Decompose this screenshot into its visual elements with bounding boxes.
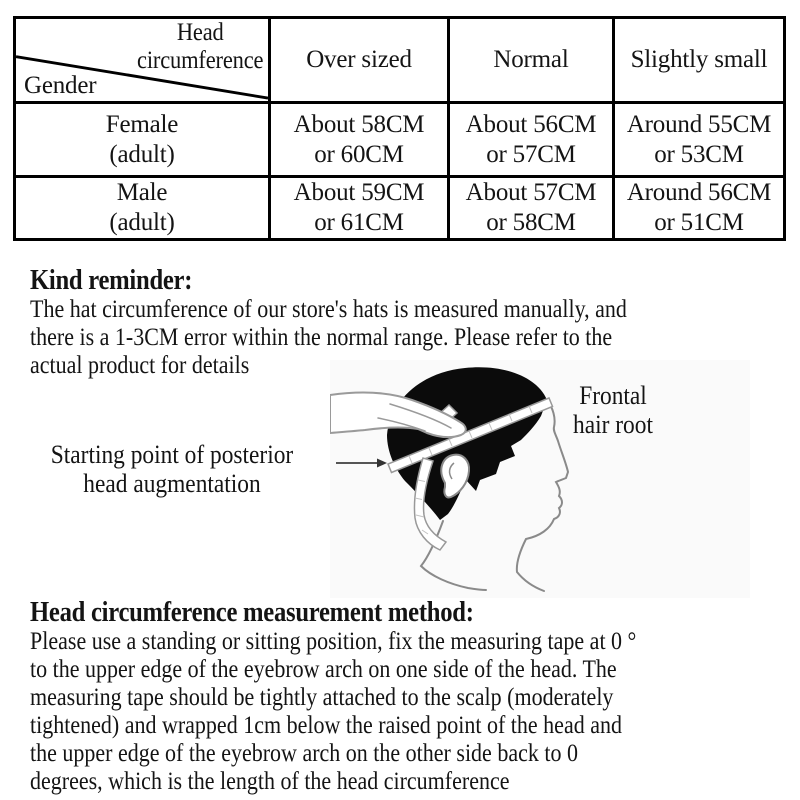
column-header-slightly-small: Slightly small: [614, 18, 785, 103]
method-text-line: degrees, which is the length of the head circumference: [30, 768, 510, 795]
table-cell: [614, 103, 785, 177]
frontal-hair-root-label: [541, 381, 685, 439]
cell-line: About 56CM: [465, 110, 597, 138]
posterior-label-line: Starting point of posterior: [50, 440, 294, 469]
reminder-text-line: there is a 1-3CM error within the normal range. Please refer to the: [30, 324, 613, 351]
row-label-line: (adult): [109, 140, 175, 168]
cell-line: Around 56CM: [626, 179, 772, 206]
size-chart-table: [13, 16, 786, 241]
method-text-line: Please use a standing or sitting position, fix the measuring tape at 0 °: [30, 628, 637, 655]
posterior-label-line: head augmentation: [83, 469, 261, 498]
method-text-line: tightened) and wrapped 1cm below the raised point of the head and: [30, 712, 622, 739]
corner-label-gender: Gender: [24, 72, 97, 99]
measurement-method-section: [30, 598, 636, 796]
frontal-label-line: Frontal: [579, 381, 647, 410]
cell-line: About 58CM: [293, 110, 425, 138]
method-text-line: measuring tape should be tightly attached to the scalp (moderately: [30, 684, 614, 711]
row-label-male: [15, 177, 270, 240]
corner-cell: [15, 18, 270, 103]
row-label-line: (adult): [109, 209, 175, 236]
reminder-text-line: The hat circumference of our store's hats is measured manually, and: [30, 296, 627, 323]
measurement-diagram: [330, 360, 750, 598]
cell-line: Around 55CM: [626, 110, 772, 138]
cell-line: or 51CM: [654, 209, 744, 236]
corner-head-line2: circumference: [136, 47, 263, 74]
row-label-line: Male: [116, 179, 168, 206]
cell-line: or 58CM: [486, 209, 576, 236]
reminder-text-line: actual product for details: [30, 352, 250, 379]
cell-line: About 59CM: [293, 179, 425, 206]
frontal-label-line: hair root: [573, 410, 653, 439]
measurement-method-heading: Head circumference measurement method:: [30, 597, 474, 628]
head-illustration: [330, 360, 750, 598]
table-cell: [449, 177, 614, 240]
corner-label-head-circumference: [137, 19, 263, 75]
table-cell: [614, 177, 785, 240]
table-row-male: [15, 177, 785, 240]
cell-line: or 53CM: [654, 140, 744, 168]
column-header-normal: Normal: [449, 18, 614, 103]
cell-line: or 61CM: [314, 209, 404, 236]
table-cell: [270, 103, 449, 177]
cell-line: or 60CM: [314, 140, 404, 168]
table-cell: [449, 103, 614, 177]
row-label-female: [15, 103, 270, 177]
column-header-over-sized: Over sized: [270, 18, 449, 103]
table-row-female: [15, 103, 785, 177]
method-text-line: the upper edge of the eyebrow arch on the other side back to 0: [30, 740, 578, 767]
method-text-line: to the upper edge of the eyebrow arch on one side of the head. The: [30, 656, 617, 683]
table-cell: [270, 177, 449, 240]
kind-reminder-heading: Kind reminder:: [30, 265, 193, 296]
row-label-line: Female: [105, 110, 179, 138]
corner-head-line1: Head: [176, 19, 224, 46]
cell-line: About 57CM: [465, 179, 597, 206]
cell-line: or 57CM: [486, 140, 576, 168]
posterior-start-point-label: [39, 440, 305, 498]
